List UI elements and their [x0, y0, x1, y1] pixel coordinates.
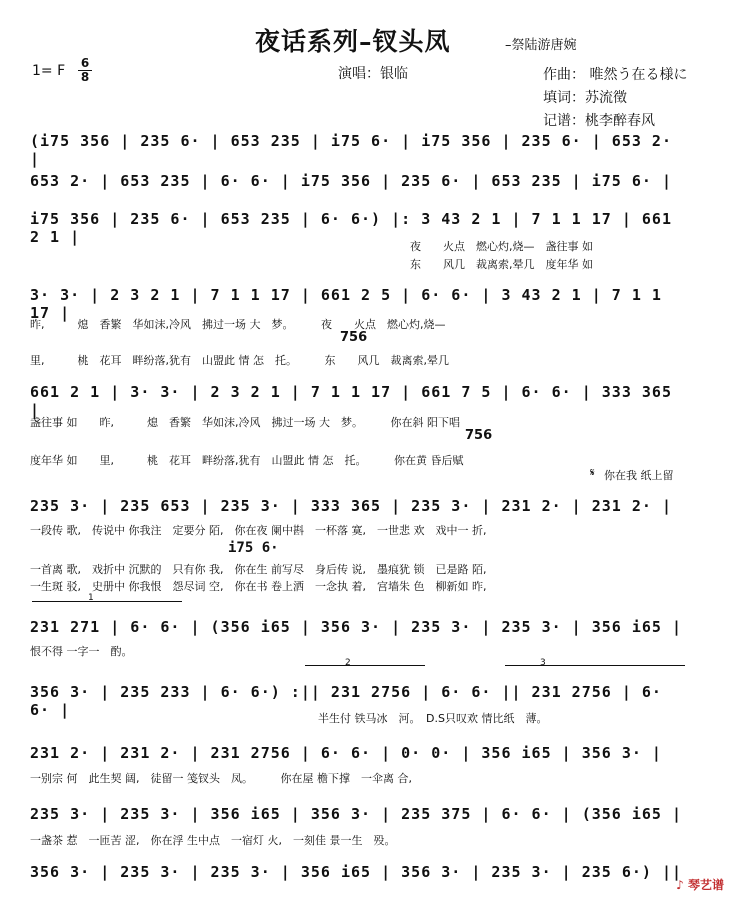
lyric-line: 里, 桃 花耳 畔纷落,犹有 山盟此 情 怎 托。 东 风几 裁离索,晕几 — [30, 354, 449, 367]
lyric-line: 一首离 歌, 戏折中 沉默的 只有你 我, 你在生 前写尽 身后传 说, 墨痕犹 锁 已是路 陌, — [30, 563, 487, 576]
lyric-line: 一别宗 何 此生契 阔, 徒留一 笺钗头 凤。 你在屋 檐下撑 一伞离 合, — [30, 772, 412, 785]
lyric-line: 度年华 如 里, 桃 花耳 畔纷落,犹有 山盟此 情 怎 托。 你在黄 昏后赋 — [30, 454, 464, 467]
lyric-line: 东 风几 裁离索,晕几 度年华 如 — [410, 258, 593, 271]
composer-credit: 作曲： 唯然う在る様に — [543, 67, 688, 83]
lyric-line: 一生斑 驳, 史册中 你我恨 怨尽词 空, 你在书 卷上洒 一念执 着, 宫墙朱 色 柳新如 昨, — [30, 580, 487, 593]
lyricist-credit: 填词：苏流徵 — [543, 90, 627, 106]
notation-row-3: i75 356 | 235 6· | 653 235 | 6· 6·) |: 3 43 2 1 | 7 1 1 17 | 661 2 1 | — [30, 210, 672, 246]
time-top: 6 — [80, 56, 90, 70]
site-logo — [676, 876, 724, 893]
key-signature: 1= F — [32, 63, 66, 79]
alternate-notes: 756 — [340, 330, 368, 345]
lyric-line: 你在我 纸上留 — [604, 469, 674, 482]
notation-row-11: 356 3· | 235 3· | 235 3· | 356 i65 | 356 3· | 235 3· | 235 6·) || — [30, 863, 682, 881]
notation-row-2: 653 2· | 653 235 | 6· 6· | i75 356 | 235 6· | 653 235 | i75 6· | — [30, 172, 672, 190]
alternate-notes: i75 6· — [228, 540, 279, 556]
notation-row-9: 231 2· | 231 2· | 231 2756 | 6· 6· | 0· 0· | 356 i65 | 356 3· | — [30, 744, 662, 762]
time-bottom: 8 — [80, 70, 90, 84]
notation-row-8: 356 3· | 235 233 | 6· 6·) :|| 231 2756 | 6· 6· || 231 2756 | 6· 6· | — [30, 683, 662, 719]
transcriber-credit: 记谱：桃李醉春风 — [543, 113, 655, 129]
singer-credit: 演唱：银临 — [338, 66, 408, 82]
logo-text: 琴艺谱 — [687, 878, 724, 892]
notation-row-10: 235 3· | 235 3· | 356 i65 | 356 3· | 235 375 | 6· 6· | (356 i65 | — [30, 805, 682, 823]
volta-1: 1 — [88, 593, 94, 603]
song-subtitle: –祭陆游唐婉 — [505, 38, 577, 53]
time-signature — [78, 58, 92, 83]
song-title: 夜话系列–钗头凤 — [255, 27, 451, 56]
volta-3: 3 — [540, 658, 546, 668]
lyric-line: 夜 火点 燃心灼,烧— 盏往事 如 — [410, 240, 593, 253]
lyric-line: 一盏茶 惹 一匝苦 涩, 你在浮 生中点 一宿灯 火, 一刻佳 景一生 殁。 — [30, 834, 396, 847]
logo-icon: ♪ — [676, 878, 684, 892]
segno-sign: 𝄋 — [590, 466, 595, 479]
notation-row-7: 231 271 | 6· 6· | (356 i65 | 356 3· | 235 3· | 235 3· | 356 i65 | — [30, 618, 682, 636]
alternate-notes: 756 — [465, 428, 493, 443]
notation-row-5: 661 2 1 | 3· 3· | 2 3 2 1 | 7 1 1 17 | 661 7 5 | 6· 6· | 333 365 | — [30, 383, 672, 419]
lyric-line: 半生付 铁马冰 河。 D.S只叹欢 情比纸 薄。 — [318, 712, 548, 725]
lyric-line: 恨不得 一字一 酌。 — [30, 645, 133, 658]
volta-2: 2 — [345, 658, 351, 668]
lyric-line: 昨, 熄 香繁 华如沫,冷风 拂过一场 大 梦。 夜 火点 燃心灼,烧— — [30, 318, 446, 331]
lyric-line: 一段传 歌, 传说中 你我注 定要分 陌, 你在夜 阑中斟 一杯落 寞, 一世悲 欢 戏中一 折, — [30, 524, 487, 537]
notation-row-6: 235 3· | 235 653 | 235 3· | 333 365 | 235 3· | 231 2· | 231 2· | — [30, 497, 672, 515]
lyric-line: 盏往事 如 昨, 熄 香繁 华如沫,冷风 拂过一场 大 梦。 你在斜 阳下唱 — [30, 416, 460, 429]
notation-row-4: 3· 3· | 2 3 2 1 | 7 1 1 17 | 661 2 5 | 6· 6· | 3 43 2 1 | 7 1 1 17 | — [30, 286, 662, 322]
notation-row-1: (i75 356 | 235 6· | 653 235 | i75 6· | i75 356 | 235 6· | 653 2· | — [30, 132, 672, 168]
